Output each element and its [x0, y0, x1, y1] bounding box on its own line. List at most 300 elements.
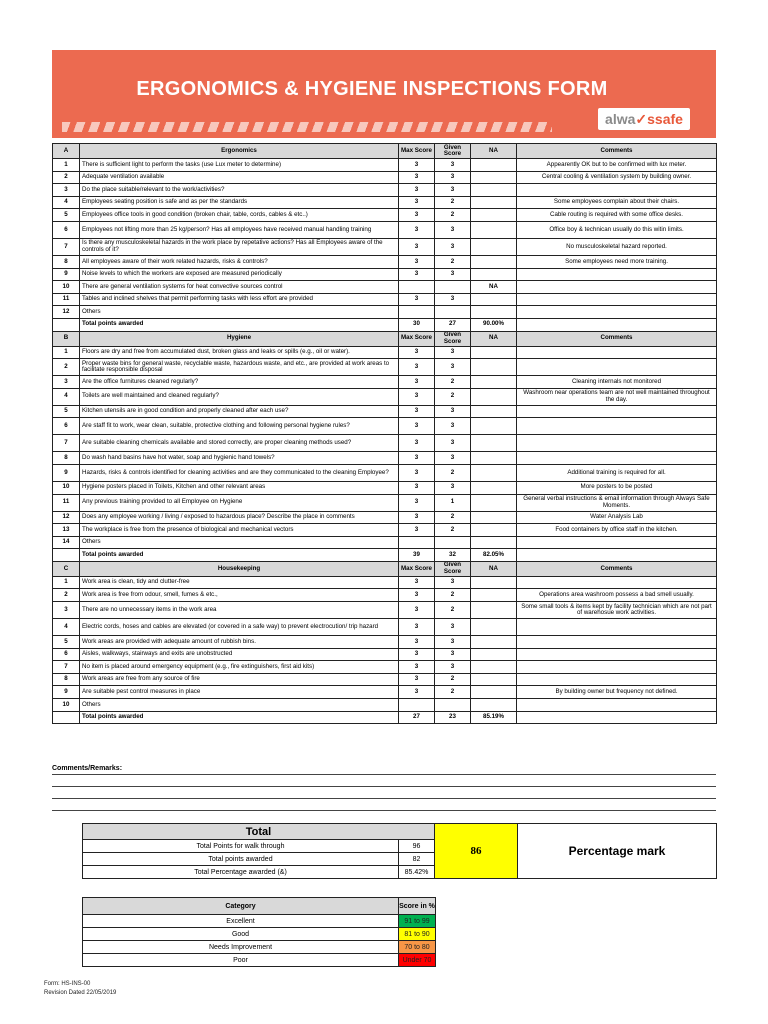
empty-cell [517, 549, 717, 562]
empty-cell [517, 711, 717, 724]
table-row [53, 699, 717, 712]
row-given-score [435, 699, 471, 712]
row-given-score: 3 [435, 293, 471, 306]
row-number: 3 [53, 376, 80, 389]
row-max-score: 3 [399, 589, 435, 602]
row-comment [517, 359, 717, 376]
overall-score: 86 [435, 824, 518, 879]
row-question: Work area is free from odour, smell, fumes & etc., [80, 589, 399, 602]
row-question: There are general ventilation systems for heat convective sources control [80, 281, 399, 294]
row-max-score: 3 [399, 481, 435, 494]
row-max-score [399, 281, 435, 294]
table-row [53, 494, 717, 511]
row-na [471, 619, 517, 636]
row-max-score: 3 [399, 661, 435, 674]
row-number: 5 [53, 209, 80, 222]
summary-table [82, 823, 717, 879]
table-row [53, 159, 717, 172]
row-number: 5 [53, 405, 80, 418]
row-given-score: 3 [435, 636, 471, 649]
row-max-score: 3 [399, 435, 435, 452]
table-row [53, 619, 717, 636]
given-score-header: Given Score [435, 144, 471, 159]
row-na [471, 699, 517, 712]
max-score-header: Max Score [399, 144, 435, 159]
table-row [53, 184, 717, 197]
row-given-score: 3 [435, 405, 471, 418]
table-row [53, 221, 717, 238]
table-row [53, 376, 717, 389]
row-number: 13 [53, 524, 80, 537]
summary-label: Total points awarded [83, 853, 399, 866]
row-na [471, 209, 517, 222]
table-row [53, 636, 717, 649]
alwayssafe-logo: alwa ✓ ssafe [598, 108, 690, 130]
percentage-mark-label: Percentage mark [518, 824, 717, 879]
row-comment: By building owner but frequency not defined. [517, 686, 717, 699]
row-question: There are no unnecessary items in the work area [80, 602, 399, 619]
row-given-score: 3 [435, 452, 471, 465]
row-question: Hazards, risks & controls identified for cleaning activities and are they communicated to the cleaning Employee? [80, 464, 399, 481]
remarks-line [52, 774, 716, 775]
row-given-score: 2 [435, 255, 471, 268]
row-given-score: 3 [435, 268, 471, 281]
row-max-score: 3 [399, 171, 435, 184]
row-max-score: 3 [399, 221, 435, 238]
row-number: 2 [53, 589, 80, 602]
row-number: 7 [53, 435, 80, 452]
row-na [471, 359, 517, 376]
form-footer [44, 980, 116, 998]
row-given-score: 3 [435, 619, 471, 636]
remarks-line [52, 786, 716, 787]
row-question: Employees seating position is safe and as per the standards [80, 196, 399, 209]
section-header [53, 561, 717, 576]
row-max-score: 3 [399, 405, 435, 418]
row-na [471, 576, 517, 589]
row-na [471, 306, 517, 319]
empty-cell [53, 549, 80, 562]
total-label: Total points awarded [80, 318, 399, 331]
row-number: 12 [53, 511, 80, 524]
row-given-score: 3 [435, 418, 471, 435]
row-number: 9 [53, 686, 80, 699]
empty-cell [517, 318, 717, 331]
table-row [53, 238, 717, 255]
table-row [53, 346, 717, 359]
total-row [53, 711, 717, 724]
table-row [53, 405, 717, 418]
row-comment: Office boy & technican usually do this witin limits. [517, 221, 717, 238]
max-score-header: Max Score [399, 561, 435, 576]
row-comment [517, 536, 717, 549]
row-comment [517, 452, 717, 465]
row-question: Adequate ventilation available [80, 171, 399, 184]
comments-header: Comments [517, 144, 717, 159]
section-title: Hygiene [80, 331, 399, 346]
row-number: 5 [53, 636, 80, 649]
row-na [471, 346, 517, 359]
section-title: Housekeeping [80, 561, 399, 576]
row-question: All employees aware of their work related hazards, risks & controls? [80, 255, 399, 268]
total-max: 30 [399, 318, 435, 331]
row-comment: Some small tools & items kept by facility technician which are not part of warehosue work activities. [517, 602, 717, 619]
section-header [53, 144, 717, 159]
row-given-score: 3 [435, 238, 471, 255]
row-number: 1 [53, 346, 80, 359]
row-na [471, 268, 517, 281]
row-given-score: 2 [435, 589, 471, 602]
row-na [471, 159, 517, 172]
row-question: Others [80, 306, 399, 319]
row-na [471, 435, 517, 452]
row-question: Work area is clean, tidy and clutter-free [80, 576, 399, 589]
table-row [53, 306, 717, 319]
row-max-score: 3 [399, 418, 435, 435]
row-max-score: 3 [399, 511, 435, 524]
row-number: 11 [53, 494, 80, 511]
row-na [471, 255, 517, 268]
section-title: Ergonomics [80, 144, 399, 159]
total-max: 27 [399, 711, 435, 724]
row-given-score [435, 281, 471, 294]
row-max-score: 3 [399, 388, 435, 405]
row-max-score [399, 536, 435, 549]
row-number: 14 [53, 536, 80, 549]
row-given-score: 2 [435, 464, 471, 481]
category-label: Poor [83, 954, 399, 967]
row-number: 3 [53, 184, 80, 197]
row-comment [517, 619, 717, 636]
row-na [471, 686, 517, 699]
row-number: 12 [53, 306, 80, 319]
table-row [53, 452, 717, 465]
row-question: Are staff fit to work, wear clean, suitable, protective clothing and following personal hygiene rules? [80, 418, 399, 435]
row-given-score: 3 [435, 171, 471, 184]
row-na [471, 376, 517, 389]
row-given-score: 3 [435, 159, 471, 172]
row-comment [517, 306, 717, 319]
category-label: Good [83, 928, 399, 941]
row-comment [517, 268, 717, 281]
row-na [471, 511, 517, 524]
total-row [53, 549, 717, 562]
row-question: No item is placed around emergency equipment (e.g., fire extinguishers, first aid kits) [80, 661, 399, 674]
row-max-score: 3 [399, 359, 435, 376]
row-comment: Washroom near operations team are not well maintained throughout the day. [517, 388, 717, 405]
row-comment [517, 418, 717, 435]
row-max-score: 3 [399, 293, 435, 306]
section-letter: A [53, 144, 80, 159]
header-stripes [62, 122, 552, 132]
row-comment: Some employees need more training. [517, 255, 717, 268]
row-comment: Some employees complain about their chairs. [517, 196, 717, 209]
row-number: 4 [53, 388, 80, 405]
revision-date: Revision Dated 22/05/2019 [44, 990, 117, 996]
na-header: NA [471, 561, 517, 576]
section-letter: C [53, 561, 80, 576]
row-number: 1 [53, 159, 80, 172]
row-given-score: 2 [435, 511, 471, 524]
row-given-score: 3 [435, 481, 471, 494]
row-na [471, 221, 517, 238]
row-na [471, 648, 517, 661]
row-given-score: 3 [435, 661, 471, 674]
table-row [53, 209, 717, 222]
category-range: 81 to 90 [399, 928, 436, 941]
table-row [53, 648, 717, 661]
remarks-line [52, 798, 716, 799]
na-header: NA [471, 144, 517, 159]
row-question: Do wash hand basins have hot water, soap and hygienic hand towels? [80, 452, 399, 465]
row-question: Hygiene posters placed in Toilets, Kitchen and other relevant areas [80, 481, 399, 494]
given-score-header: Given Score [435, 331, 471, 346]
row-comment: No musculoskeletal hazard reported. [517, 238, 717, 255]
row-question: There is sufficient light to perform the tasks (use Lux meter to determine) [80, 159, 399, 172]
section-letter: B [53, 331, 80, 346]
row-comment: General verbal instructions & email information through Always Safe Moments. [517, 494, 717, 511]
category-range: 70 to 80 [399, 941, 436, 954]
row-question: Electric cords, hoses and cables are elevated (or covered in a safe way) to prevent electrocution/ trip hazard [80, 619, 399, 636]
row-comment: Cleaning internals not monitored [517, 376, 717, 389]
row-question: Is there any musculoskeletal hazards in the work place by repetative actions? Has all Employees aware of the controls of it? [80, 238, 399, 255]
row-given-score: 3 [435, 346, 471, 359]
total-given: 27 [435, 318, 471, 331]
category-label: Excellent [83, 915, 399, 928]
row-na [471, 171, 517, 184]
row-comment [517, 346, 717, 359]
row-na [471, 452, 517, 465]
remarks-line [52, 810, 716, 811]
row-number: 9 [53, 464, 80, 481]
row-na: NA [471, 281, 517, 294]
row-max-score: 3 [399, 464, 435, 481]
row-number: 7 [53, 238, 80, 255]
summary-value: 82 [399, 853, 435, 866]
table-row [53, 388, 717, 405]
table-row [53, 359, 717, 376]
row-number: 9 [53, 268, 80, 281]
row-max-score: 3 [399, 619, 435, 636]
row-given-score: 2 [435, 524, 471, 537]
row-given-score: 2 [435, 209, 471, 222]
row-comment [517, 435, 717, 452]
inspection-table [52, 143, 717, 724]
row-comment: Central cooling & ventilation system by building owner. [517, 171, 717, 184]
row-comment [517, 576, 717, 589]
row-given-score: 3 [435, 435, 471, 452]
row-na [471, 418, 517, 435]
table-row [53, 589, 717, 602]
table-row [53, 602, 717, 619]
row-question: Kitchen utensils are in good condition and properly cleaned after each use? [80, 405, 399, 418]
empty-cell [53, 318, 80, 331]
total-label: Total points awarded [80, 549, 399, 562]
row-number: 4 [53, 619, 80, 636]
row-number: 2 [53, 359, 80, 376]
row-na [471, 405, 517, 418]
row-given-score: 2 [435, 673, 471, 686]
table-row [53, 576, 717, 589]
form-header [52, 50, 716, 138]
table-row [53, 196, 717, 209]
row-max-score: 3 [399, 376, 435, 389]
row-max-score: 3 [399, 209, 435, 222]
table-row [53, 171, 717, 184]
row-max-score: 3 [399, 648, 435, 661]
summary-title: Total [83, 824, 435, 840]
table-row [53, 661, 717, 674]
row-comment: Water Analysis Lab [517, 511, 717, 524]
row-comment [517, 293, 717, 306]
row-question: Toilets are well maintained and cleaned regularly? [80, 388, 399, 405]
table-row [53, 293, 717, 306]
row-na [471, 293, 517, 306]
table-row [53, 464, 717, 481]
row-na [471, 536, 517, 549]
row-max-score: 3 [399, 602, 435, 619]
table-row [53, 418, 717, 435]
total-percent: 85.19% [471, 711, 517, 724]
row-given-score: 3 [435, 648, 471, 661]
row-na [471, 494, 517, 511]
row-comment [517, 699, 717, 712]
row-max-score: 3 [399, 494, 435, 511]
row-comment [517, 636, 717, 649]
row-na [471, 636, 517, 649]
row-given-score: 2 [435, 602, 471, 619]
row-question: Floors are dry and free from accumulated dust, broken glass and leaks or spills (e.g., oil or water). [80, 346, 399, 359]
row-comment [517, 648, 717, 661]
table-row [53, 268, 717, 281]
row-given-score: 3 [435, 221, 471, 238]
table-row [53, 511, 717, 524]
row-question: Noise levels to which the workers are exposed are measured periodically [80, 268, 399, 281]
row-number: 10 [53, 481, 80, 494]
row-question: Do the place suitable/relevant to the work/activities? [80, 184, 399, 197]
row-max-score [399, 306, 435, 319]
row-given-score: 2 [435, 686, 471, 699]
row-number: 6 [53, 418, 80, 435]
total-percent: 82.05% [471, 549, 517, 562]
row-given-score: 3 [435, 576, 471, 589]
row-given-score: 2 [435, 196, 471, 209]
row-number: 1 [53, 576, 80, 589]
row-max-score: 3 [399, 184, 435, 197]
row-max-score: 3 [399, 452, 435, 465]
row-question: Any previous training provided to all Employee on Hygiene [80, 494, 399, 511]
row-max-score: 3 [399, 673, 435, 686]
table-row [53, 524, 717, 537]
summary-label: Total Points for walk through [83, 840, 399, 853]
row-comment: Additional training is required for all. [517, 464, 717, 481]
total-row [53, 318, 717, 331]
empty-cell [53, 711, 80, 724]
total-percent: 90.00% [471, 318, 517, 331]
row-comment: Operations area washroom possess a bad smell usually. [517, 589, 717, 602]
row-comment: More posters to be posted [517, 481, 717, 494]
row-max-score: 3 [399, 255, 435, 268]
row-number: 8 [53, 255, 80, 268]
row-max-score: 3 [399, 196, 435, 209]
row-max-score: 3 [399, 636, 435, 649]
row-max-score: 3 [399, 576, 435, 589]
row-question: Proper waste bins for general waste, recyclable waste, hazardous waste, and etc., are provided at work areas to facilitate responsible disposal [80, 359, 399, 376]
row-question: Tables and inclined shelves that permit performing tasks with less effort are provided [80, 293, 399, 306]
summary-value: 85.42% [399, 866, 435, 879]
row-na [471, 524, 517, 537]
row-number: 10 [53, 281, 80, 294]
row-comment: Appearently OK but to be confirmed with lux meter. [517, 159, 717, 172]
row-na [471, 184, 517, 197]
row-question: Employees not lifting more than 25 kg/person? Has all employees have received manual handling training [80, 221, 399, 238]
row-max-score: 3 [399, 238, 435, 255]
summary-value: 96 [399, 840, 435, 853]
row-na [471, 589, 517, 602]
row-comment: Food containers by office staff in the kitchen. [517, 524, 717, 537]
category-label: Needs Improvement [83, 941, 399, 954]
row-number: 6 [53, 221, 80, 238]
row-given-score: 1 [435, 494, 471, 511]
row-question: Are suitable pest control measures in place [80, 686, 399, 699]
row-number: 8 [53, 673, 80, 686]
total-given: 32 [435, 549, 471, 562]
row-comment [517, 281, 717, 294]
row-question: Work areas are provided with adequate amount of rubbish bins. [80, 636, 399, 649]
table-row [53, 673, 717, 686]
row-na [471, 388, 517, 405]
row-na [471, 464, 517, 481]
na-header: NA [471, 331, 517, 346]
comments-header: Comments [517, 561, 717, 576]
row-question: Others [80, 699, 399, 712]
row-given-score: 3 [435, 184, 471, 197]
category-table [82, 897, 436, 967]
row-question: The workplace is free from the presence of biological and mechanical vectors [80, 524, 399, 537]
remarks-label: Comments/Remarks: [52, 765, 123, 772]
row-comment [517, 673, 717, 686]
row-question: Work areas are free from any source of fire [80, 673, 399, 686]
row-na [471, 238, 517, 255]
row-question: Are suitable cleaning chemicals available and stored correctly, are proper cleaning methods used? [80, 435, 399, 452]
summary-label: Total Percentage awarded (&) [83, 866, 399, 879]
row-max-score: 3 [399, 268, 435, 281]
comments-header: Comments [517, 331, 717, 346]
table-row [53, 435, 717, 452]
row-max-score: 3 [399, 524, 435, 537]
row-number: 2 [53, 171, 80, 184]
row-given-score: 2 [435, 376, 471, 389]
form-number: Form: HS-INS-00 [44, 981, 91, 987]
row-comment [517, 405, 717, 418]
row-number: 3 [53, 602, 80, 619]
row-number: 10 [53, 699, 80, 712]
category-range: 91 to 99 [399, 915, 436, 928]
row-max-score: 3 [399, 159, 435, 172]
row-given-score [435, 536, 471, 549]
row-na [471, 481, 517, 494]
total-label: Total points awarded [80, 711, 399, 724]
row-given-score [435, 306, 471, 319]
row-question: Are the office furnitures cleaned regularly? [80, 376, 399, 389]
row-given-score: 3 [435, 359, 471, 376]
row-comment: Cable routing is required with some office desks. [517, 209, 717, 222]
given-score-header: Given Score [435, 561, 471, 576]
row-max-score [399, 699, 435, 712]
row-given-score: 2 [435, 388, 471, 405]
score-head: Score in % [399, 898, 436, 915]
row-question: Aisles, walkways, stairways and exits are unobstructed [80, 648, 399, 661]
